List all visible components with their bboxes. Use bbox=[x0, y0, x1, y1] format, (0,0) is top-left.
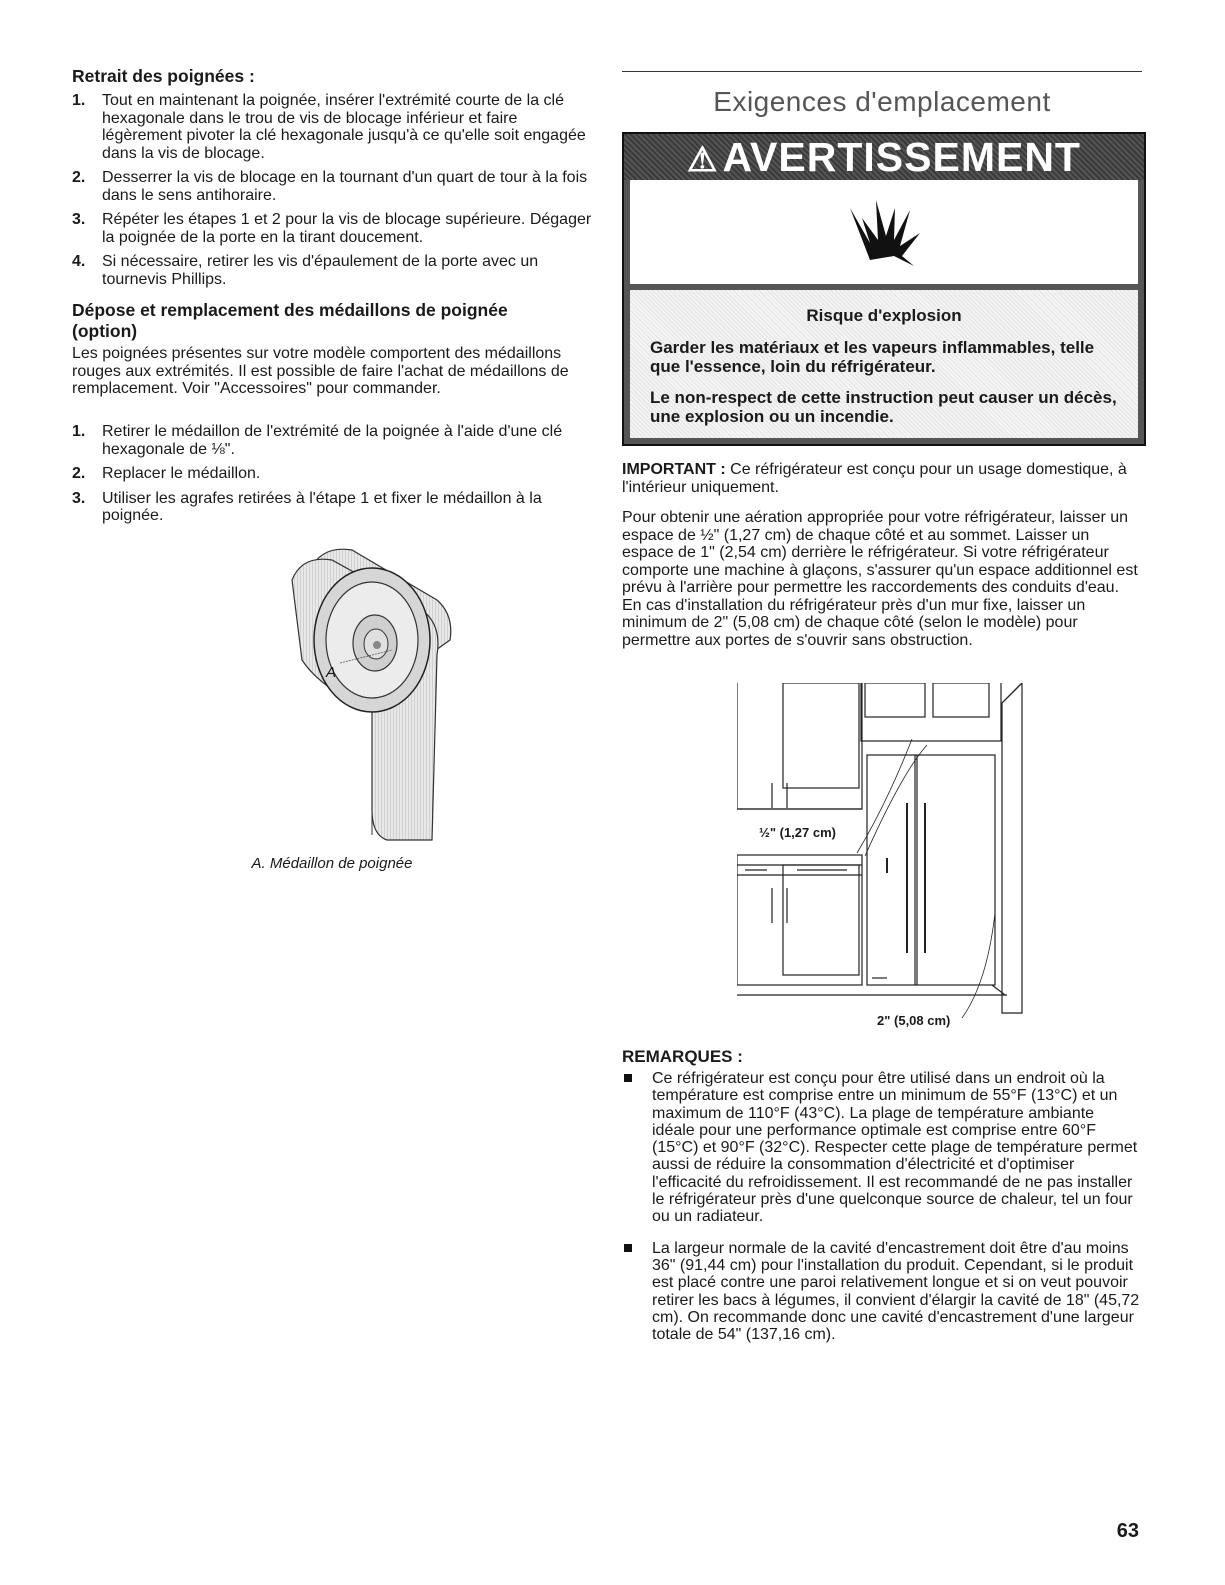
list-item bbox=[72, 169, 592, 204]
remark-text: Ce réfrigérateur est conçu pour être utilisé dans un endroit où la température est comprise entre un minimum de 55°F (13°C) et un maximum de 110°F (43°C). La plage de température ambiante idéale pour une performance optimale est comprise entre 60°F (15°C) et 90°F (32°C). Respecter cette plage de température permet aussi de réduire la consommation d'électricité et d'optimiser l'efficacité du refroidissement. Il est recommandé de ne pas installer le réfrigérateur près d'une quelconque source de chaleur, tel un four ou un radiateur. bbox=[652, 1070, 1138, 1226]
section-title: Exigences d'emplacement bbox=[713, 86, 1051, 117]
step-number: 2. bbox=[72, 169, 86, 186]
list-item bbox=[622, 1240, 1140, 1344]
step-number: 3. bbox=[72, 211, 86, 228]
step-number: 3. bbox=[72, 489, 86, 507]
warning-header-text: AVERTISSEMENT bbox=[722, 134, 1081, 180]
warning-body bbox=[624, 290, 1144, 444]
step-text: Utiliser les agrafes retirées à l'étape 1 et fixer le médaillon à la poignée. bbox=[102, 489, 542, 524]
heading-handle-removal: Retrait des poignées : bbox=[72, 66, 255, 86]
step-number: 2. bbox=[72, 465, 86, 482]
important-paragraph bbox=[622, 461, 1142, 496]
important-text: Ce réfrigérateur est conçu pour un usage domestique, à l'intérieur uniquement. bbox=[622, 461, 1127, 496]
step-text: Tout en maintenant la poignée, insérer l'extrémité courte de la clé hexagonale dans le trou de vis de blocage inférieur et faire légèrement pivoter la clé hexagonale jusqu'à ce qu'elle soit engagée dans la vis de blocage. bbox=[102, 92, 586, 162]
step-text: Retirer le médaillon de l'extrémité de la poignée à l'aide d'une clé hexagonale de ⅛". bbox=[102, 423, 563, 458]
step-number: 1. bbox=[72, 423, 86, 440]
list-item bbox=[72, 253, 592, 288]
bullet-square-icon bbox=[624, 1074, 632, 1082]
warning-line-2: Le non-respect de cette instruction peut causer un décès, une explosion ou un incendie. bbox=[650, 388, 1117, 426]
list-item bbox=[72, 423, 592, 458]
figure-label-a: A bbox=[326, 664, 337, 681]
handle-removal-steps bbox=[72, 92, 592, 295]
clearance-paragraph: Pour obtenir une aération appropriée pour votre réfrigérateur, laisser un espace de ½" (1,27 cm) de chaque côté et au sommet. Laisser un espace de 1" (2,54 cm) derrière le réfrigérateur. Si votre réfrigérateur comporte une machine à glaçons, s'assurer qu'un espace additionnel est prévu à l'arrière pour permettre les raccordements des conduits d'eau. En cas d'installation du réfrigérateur près d'un mur fixe, laisser un minimum de 2" (5,08 cm) de chaque côté (selon le modèle) pour permettre aux portes de s'ouvrir sans obstruction. bbox=[622, 509, 1138, 649]
list-item bbox=[72, 92, 592, 162]
remark-text: La largeur normale de la cavité d'encastrement doit être d'au moins 36" (91,44 cm) pour l'installation du produit. Cependant, si le produit est placé contre une paroi relativement longue et si on veut pouvoir retirer les bacs à légumes, il convient d'élargir la cavité de 18" (45,72 cm). On recommande donc une cavité d'encastrement d'une largeur totale de 54" (137,16 cm). bbox=[652, 1239, 1140, 1344]
important-label: IMPORTANT : bbox=[622, 461, 726, 478]
step-text: Desserrer la vis de blocage en la tournant d'un quart de tour à la fois dans le sens antihoraire. bbox=[102, 169, 588, 204]
warning-line-1: Garder les matériaux et les vapeurs inflammables, telle que l'essence, loin du réfrigérateur. bbox=[650, 338, 1095, 376]
cabinet-drawing bbox=[737, 683, 1037, 1028]
warning-icon-area bbox=[624, 180, 1144, 290]
clearance-diagram bbox=[737, 683, 1037, 1028]
section-divider bbox=[622, 71, 1142, 72]
handle-medallion-illustration bbox=[222, 540, 462, 850]
heading-medallion: Dépose et remplacement des médaillons de poignée (option) bbox=[72, 300, 508, 341]
warning-box bbox=[622, 132, 1146, 446]
medallion-intro: Les poignées présentes sur votre modèle comportent des médaillons rouges aux extrémités. Il est possible de faire l'achat de médaillons de remplacement. Voir "Accessoires" pour commander. bbox=[72, 345, 569, 397]
list-item bbox=[622, 1070, 1140, 1226]
page-number: 63 bbox=[1116, 1520, 1139, 1542]
step-text: Si nécessaire, retirer les vis d'épaulement de la porte avec un tournevis Phillips. bbox=[102, 253, 539, 288]
step-text: Replacer le médaillon. bbox=[102, 465, 261, 482]
list-item bbox=[72, 490, 592, 525]
bullet-square-icon bbox=[624, 1244, 632, 1252]
warning-triangle-icon: ⚠ bbox=[687, 141, 719, 179]
remarks-heading: REMARQUES : bbox=[622, 1047, 743, 1066]
remarks-list bbox=[622, 1070, 1140, 1357]
list-item bbox=[72, 211, 592, 246]
diagram-label-half-inch: ½" (1,27 cm) bbox=[759, 825, 836, 840]
list-item bbox=[72, 465, 592, 483]
medallion-steps bbox=[72, 423, 592, 532]
diagram-label-two-inch: 2" (5,08 cm) bbox=[877, 1013, 951, 1028]
explosion-icon bbox=[840, 188, 930, 278]
handle-drawing bbox=[222, 540, 462, 850]
step-number: 1. bbox=[72, 92, 86, 109]
warning-risk: Risque d'explosion bbox=[806, 306, 962, 325]
step-number: 4. bbox=[72, 253, 86, 270]
warning-header bbox=[624, 134, 1144, 180]
step-text: Répéter les étapes 1 et 2 pour la vis de blocage supérieure. Dégager la poignée de la porte en la tirant doucement. bbox=[102, 211, 592, 246]
figure-caption: A. Médaillon de poignée bbox=[251, 855, 413, 872]
